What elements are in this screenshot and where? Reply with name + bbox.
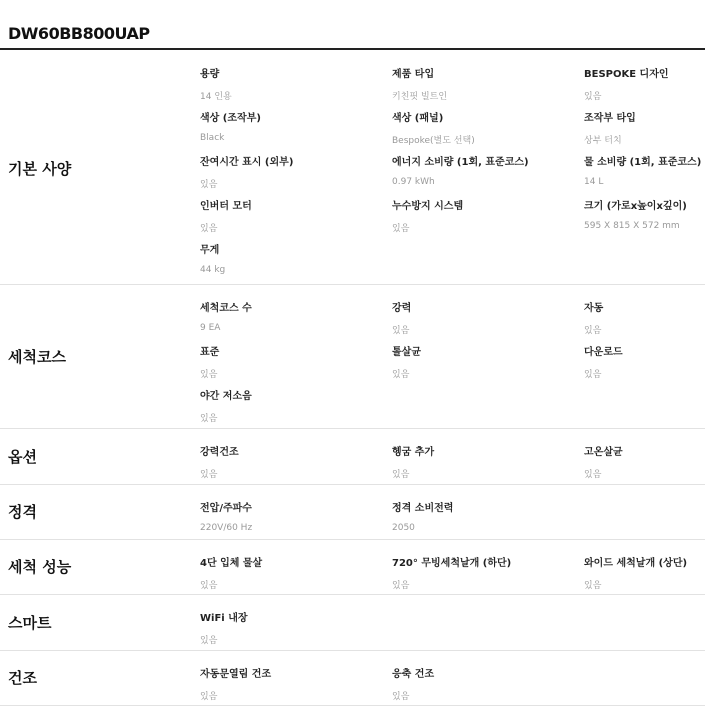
spec-value: 있음: [200, 224, 218, 234]
spec-label: 강력: [392, 303, 412, 314]
spec-label: 조작부 타입: [584, 113, 636, 124]
spec-value: 있음: [392, 692, 410, 702]
spec-label: 와이드 세척날개 (상단): [584, 558, 688, 569]
spec-value: 있음: [392, 470, 410, 480]
spec-value: 0.97 kWh: [392, 177, 435, 187]
spec-label: 잔여시간 표시 (외부): [200, 157, 294, 168]
section-title: 기본 사양: [8, 160, 72, 178]
spec-item: [392, 554, 582, 591]
spec-label: 강력건조: [200, 447, 239, 458]
spec-label: 4단 입체 물살: [200, 558, 263, 569]
spec-value: 있음: [200, 692, 218, 702]
spec-section: [0, 594, 705, 651]
section-title: 건조: [8, 669, 37, 687]
spec-value: Black: [200, 133, 225, 143]
spec-value: Bespoke(별도 선택): [392, 136, 475, 146]
spec-value: 14 L: [584, 177, 604, 187]
spec-item: [392, 343, 582, 380]
spec-label: 정격 소비전력: [392, 503, 454, 514]
spec-item: [392, 299, 582, 336]
spec-item: [584, 153, 705, 187]
spec-value: 있음: [584, 92, 602, 102]
spec-item: [392, 197, 582, 234]
spec-value: 있음: [584, 370, 602, 380]
spec-label: 자동: [584, 303, 604, 314]
spec-value: 9 EA: [200, 323, 221, 333]
spec-label: 세척코스 수: [200, 303, 252, 314]
spec-section: [0, 484, 705, 540]
spec-section: [0, 650, 705, 706]
spec-item: [200, 665, 390, 702]
spec-label: BESPOKE 디자인: [584, 69, 669, 80]
spec-label: 자동문열림 건조: [200, 669, 272, 680]
spec-label: 표준: [200, 347, 220, 358]
spec-item: [200, 343, 390, 380]
spec-item: [200, 197, 390, 234]
spec-value: 2050: [392, 523, 415, 533]
spec-section: [0, 539, 705, 595]
spec-value: 14 인용: [200, 92, 232, 102]
spec-value: 220V/60 Hz: [200, 523, 253, 533]
spec-label: 인버터 모터: [200, 201, 252, 212]
spec-item: [200, 109, 390, 143]
section-title: 세척 성능: [8, 558, 72, 576]
spec-value: 있음: [200, 636, 218, 646]
spec-label: 색상 (조작부): [200, 113, 261, 124]
spec-item: [392, 153, 582, 187]
spec-value: 있음: [200, 370, 218, 380]
spec-item: [200, 499, 390, 533]
spec-value: 있음: [200, 470, 218, 480]
spec-value: 595 X 815 X 572 mm: [584, 221, 680, 231]
spec-item: [584, 109, 705, 146]
spec-item: [392, 109, 582, 146]
section-title: 세척코스: [8, 348, 66, 366]
spec-value: 있음: [200, 180, 218, 190]
spec-label: 전압/주파수: [200, 503, 252, 514]
spec-label: 누수방지 시스템: [392, 201, 464, 212]
spec-item: [200, 241, 390, 275]
spec-label: 응축 건조: [392, 669, 435, 680]
spec-label: 무게: [200, 245, 220, 256]
spec-item: [392, 665, 582, 702]
spec-section: [0, 50, 705, 285]
spec-value: 있음: [392, 326, 410, 336]
spec-item: [200, 387, 390, 424]
spec-value: 있음: [200, 581, 218, 591]
spec-item: [392, 443, 582, 480]
spec-label: 제품 타입: [392, 69, 435, 80]
spec-item: [200, 65, 390, 102]
spec-label: 헹굼 추가: [392, 447, 435, 458]
spec-value: 있음: [392, 224, 410, 234]
spec-item: [200, 299, 390, 333]
spec-label: 색상 (패널): [392, 113, 444, 124]
spec-value: 키친핏 빌트인: [392, 92, 448, 102]
spec-value: 있음: [584, 470, 602, 480]
spec-item: [584, 197, 705, 231]
spec-value: 있음: [392, 370, 410, 380]
spec-value: 있음: [392, 581, 410, 591]
spec-label: WiFi 내장: [200, 613, 248, 624]
spec-label: 톨살균: [392, 347, 421, 358]
spec-item: [584, 343, 705, 380]
spec-item: [392, 499, 582, 533]
spec-item: [200, 554, 390, 591]
spec-value: 상부 터치: [584, 136, 622, 146]
spec-item: [392, 65, 582, 102]
spec-item: [584, 65, 705, 102]
model-name: DW60BB800UAP: [8, 24, 150, 43]
spec-item: [584, 554, 705, 591]
spec-section: [0, 428, 705, 485]
spec-item: [200, 609, 390, 646]
spec-item: [200, 443, 390, 480]
spec-item: [584, 299, 705, 336]
spec-value: 있음: [584, 326, 602, 336]
spec-label: 다운로드: [584, 347, 623, 358]
spec-value: 44 kg: [200, 265, 226, 275]
section-title: 정격: [8, 503, 37, 521]
spec-section: [0, 284, 705, 429]
spec-label: 물 소비량 (1회, 표준코스): [584, 157, 702, 168]
spec-label: 야간 저소음: [200, 391, 252, 402]
spec-label: 용량: [200, 69, 220, 80]
spec-value: 있음: [200, 414, 218, 424]
spec-label: 720° 무빙세척날개 (하단): [392, 558, 512, 569]
spec-item: [200, 153, 390, 190]
spec-value: 있음: [584, 581, 602, 591]
spec-label: 크기 (가로x높이x깊이): [584, 201, 687, 212]
section-title: 스마트: [8, 614, 52, 632]
spec-item: [584, 443, 705, 480]
section-title: 옵션: [8, 448, 37, 466]
spec-label: 고온살균: [584, 447, 623, 458]
spec-label: 에너지 소비량 (1회, 표준코스): [392, 157, 529, 168]
